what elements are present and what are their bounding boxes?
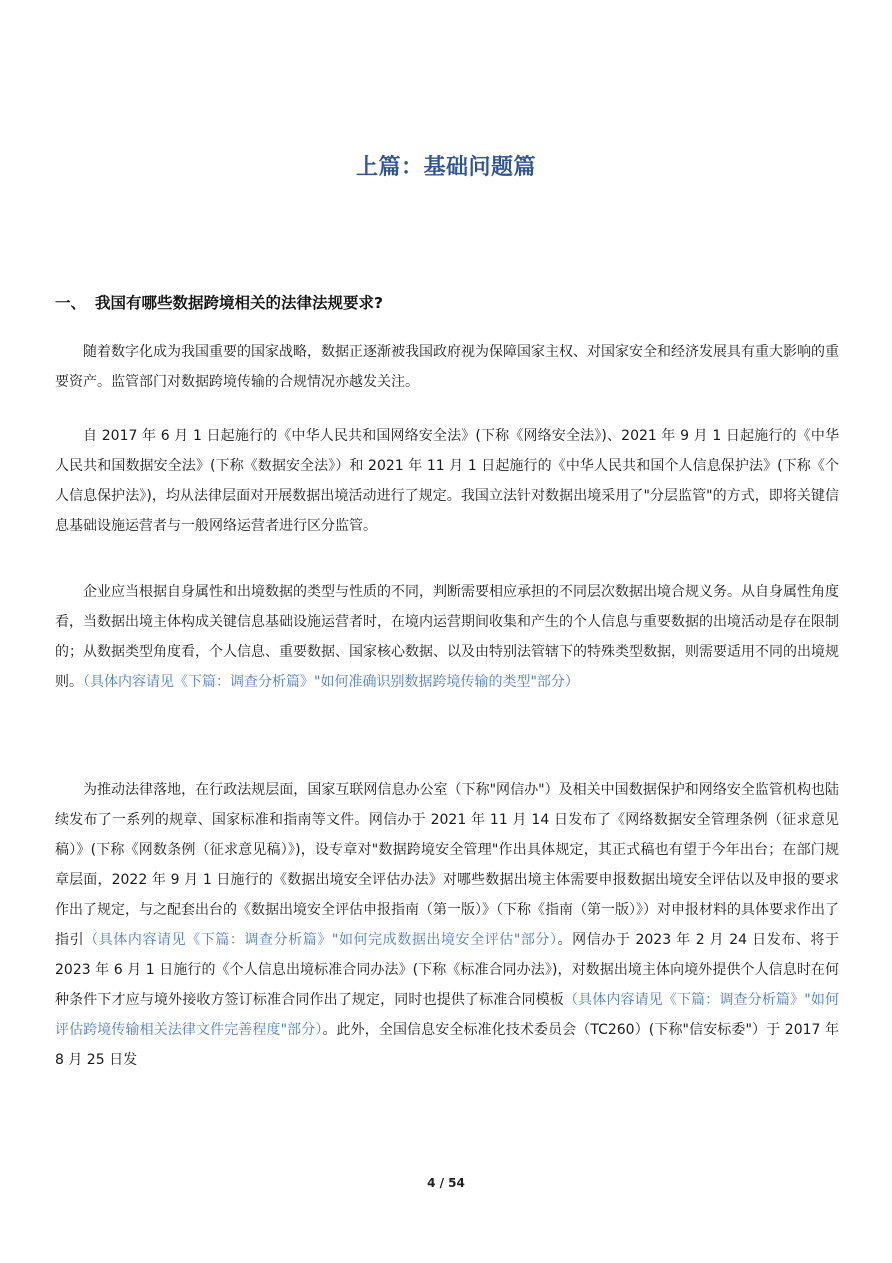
paragraph-1-text: 随着数字化成为我国重要的国家战略，数据正逐渐被我国政府视为保障国家主权、对国家安全和经济发展具有重大影响的重要资产。监管部门对数据跨境传输的合规情况亦越发关注。 (55, 344, 839, 390)
paragraph-3-text: 企业应当根据自身属性和出境数据的类型与性质的不同，判断需要相应承担的不同层次数据出境合规义务。从自身属性角度看，当数据出境主体构成关键信息基础设施运营者时，在境内运营期间收集和产生的个人信息与重要数据的出境活动是存在限制的；从数据类型角度看，个人信息、重要数据、国家核心数据、以及由特别法管辖下的特殊类型数据，则需要适用不同的出境规则。 (55, 584, 839, 690)
cross-reference-link[interactable]: （具体内容请见《下篇：调查分析篇》"如何评估跨境传输相关法律文件完善程度"部分） (55, 992, 839, 1038)
page-number: 4 / 54 (427, 1176, 465, 1190)
section-heading (55, 291, 383, 313)
paragraph-4-text-c: 。此外，全国信息安全标准化技术委员会（TC260）(下称"信安标委"）于 2017 年 8 月 25 日发 (55, 1022, 839, 1068)
section-title: 我国有哪些数据跨境相关的法律法规要求? (95, 294, 383, 312)
paragraph-3 (55, 577, 839, 697)
section-number: 一、 (55, 294, 87, 312)
paragraph-2 (55, 421, 839, 541)
paragraph-4 (55, 775, 839, 1075)
part-title: 上篇：基础问题篇 (355, 155, 536, 180)
paragraph-1 (55, 337, 839, 397)
paragraph-2-text: 自 2017 年 6 月 1 日起施行的《中华人民共和国网络安全法》(下称《网络安全法》)、2021 年 9 月 1 日起施行的《中华人民共和国数据安全法》(下称《数据安全法》）和 2021 年 11 月 1 日起施行的《中华人民共和国个人信息保护法》(下称《个人信息保护法》)，均从法律层面对开展数据出境活动进行了规定。我国立法针对数据出境采用了"分层监管"的方式，即将关键信息基础设施运营者与一般网络运营者进行区分监管。 (55, 428, 839, 534)
cross-reference-link[interactable]: （具体内容请见《下篇：调查分析篇》"如何完成数据出境安全评估"部分） (84, 932, 558, 948)
paragraph-4-text-a: 为推动法律落地，在行政法规层面，国家互联网信息办公室（下称"网信办"）及相关中国数据保护和网络安全监管机构也陆续发布了一系列的规章、国家标准和指南等文件。网信办于 2021 年 11 月 14 日发布了《网络数据安全管理条例（征求意见稿）》(下称《网数条例（征求意见稿）》)，设专章对"数据跨境安全管理"作出具体规定，其正式稿也有望于今年出台；在部门规章层面，2022 年 9 月 1 日施行的《数据出境安全评估办法》对哪些数据出境主体需要申报数据出境安全评估以及申报的要求作出了规定，与之配套出台的《数据出境安全评估申报指南（第一版）》（下称《指南（第一版）》）对申报材料的具体要求作出了指引 (55, 782, 839, 948)
paragraph-4-text-b: 。网信办于 2023 年 2 月 24 日发布、将于 2023 年 6 月 1 日施行的《个人信息出境标准合同办法》(下称《标准合同办法》)，对数据出境主体向境外提供个人信息时在何种条件下才应与境外接收方签订标准合同作出了规定，同时也提供了标准合同模板 (55, 932, 839, 1008)
cross-reference-link[interactable]: （具体内容请见《下篇：调查分析篇》"如何准确识别数据跨境传输的类型"部分） (83, 674, 579, 690)
